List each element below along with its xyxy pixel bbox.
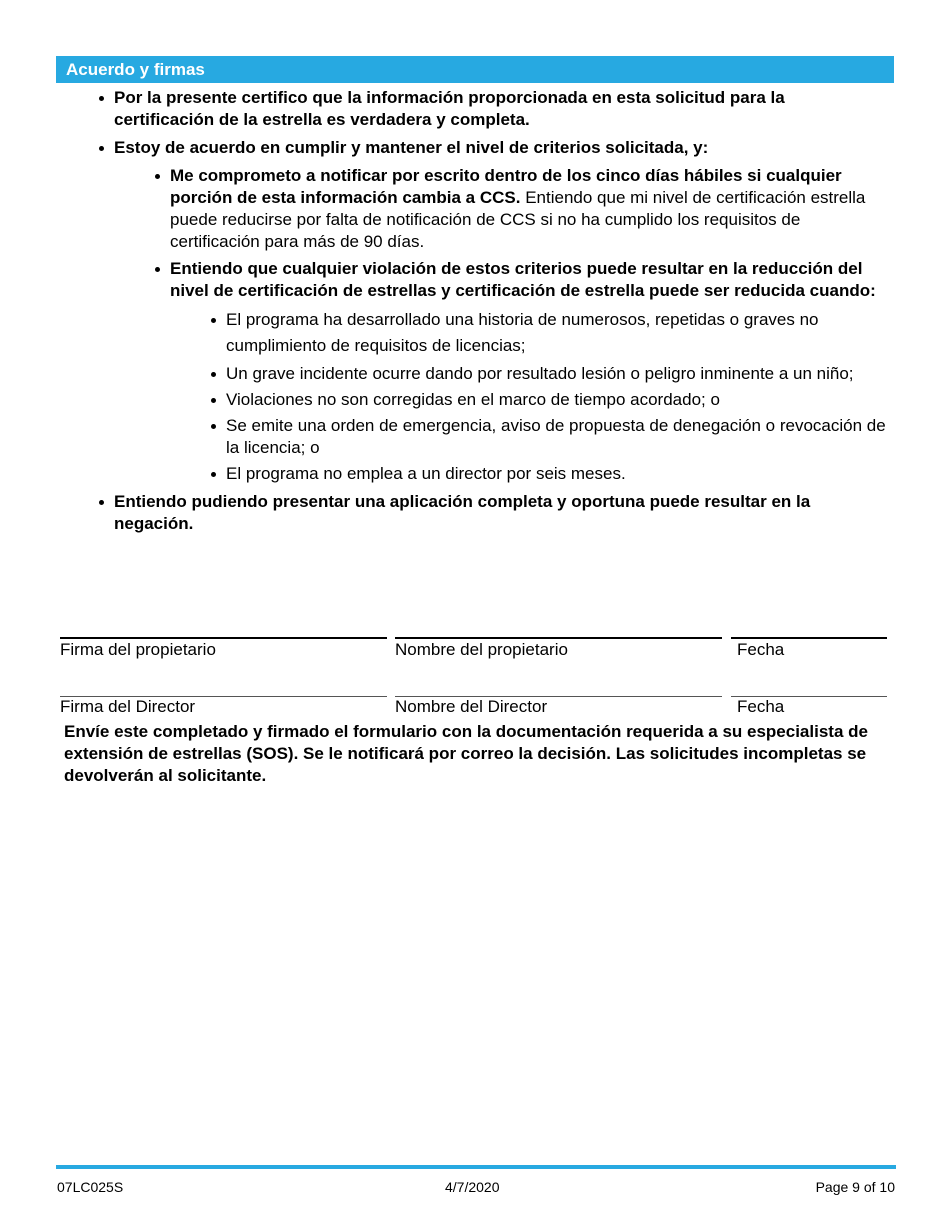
condition-item: El programa no emplea a un director por seis meses. <box>226 463 886 485</box>
director-name-label: Nombre del Director <box>395 697 548 716</box>
section-header: Acuerdo y firmas <box>56 56 894 83</box>
owner-date-line[interactable] <box>731 637 887 639</box>
director-signature-label: Firma del Director <box>60 697 196 716</box>
violation-text: Entiendo que cualquier violación de estos criterios puede resultar en la reducción del nivel de certificación de estrellas y certificación de estrella puede ser reducida cuando: <box>170 259 876 300</box>
certify-statement: Por la presente certifico que la información proporcionada en esta solicitud para la certificación de la estrella es verdadera y completa. <box>114 87 884 131</box>
owner-signature-line[interactable] <box>60 637 387 639</box>
footer-date: 4/7/2020 <box>445 1179 500 1195</box>
director-date-label: Fecha <box>737 697 785 716</box>
footer-divider <box>56 1165 896 1169</box>
owner-signature-label: Firma del propietario <box>60 640 216 659</box>
condition-item: Un grave incidente ocurre dando por resultado lesión o peligro inminente a un niño; <box>226 363 886 385</box>
notify-commitment <box>170 165 892 253</box>
notify-commitment-bold: Me comprometo a notificar por escrito dentro de los cinco días hábiles si cualquier porción de esta información cambia a CCS. <box>170 166 842 207</box>
owner-name-line[interactable] <box>395 637 722 639</box>
agreement-list <box>0 87 950 541</box>
form-code: 07LC025S <box>57 1179 124 1195</box>
notify-commitment-rest: Entiendo que mi nivel de certificación estrella puede reducirse por falta de notificación de CCS si no ha cumplido los requisitos de certificación para más de 90 días. <box>170 188 866 251</box>
owner-name-label: Nombre del propietario <box>395 640 568 659</box>
agree-criteria-text: Estoy de acuerdo en cumplir y mantener el nivel de criterios solicitada, y: <box>114 138 709 157</box>
denial-statement: Entiendo pudiendo presentar una aplicación completa y oportuna puede resultar en la negación. <box>114 491 884 535</box>
page-number: Page 9 of 10 <box>815 1179 895 1195</box>
condition-item: El programa ha desarrollado una historia de numerosos, repetidas o graves no cumplimiento de requisitos de licencias; <box>226 307 886 359</box>
violation-item <box>170 258 892 485</box>
owner-date-label: Fecha <box>737 640 785 659</box>
agree-criteria-item <box>114 137 884 485</box>
condition-item: Se emite una orden de emergencia, aviso de propuesta de denegación o revocación de la licencia; o <box>226 416 886 457</box>
condition-item: Violaciones no son corregidas en el marco de tiempo acordado; o <box>226 389 886 411</box>
submission-instructions: Envíe este completado y firmado el formulario con la documentación requerida a su especialista de extensión de estrellas (SOS). Se le notificará por correo la decisión. Las solicitudes incompletas se devolverán al solicitante. <box>64 722 868 785</box>
